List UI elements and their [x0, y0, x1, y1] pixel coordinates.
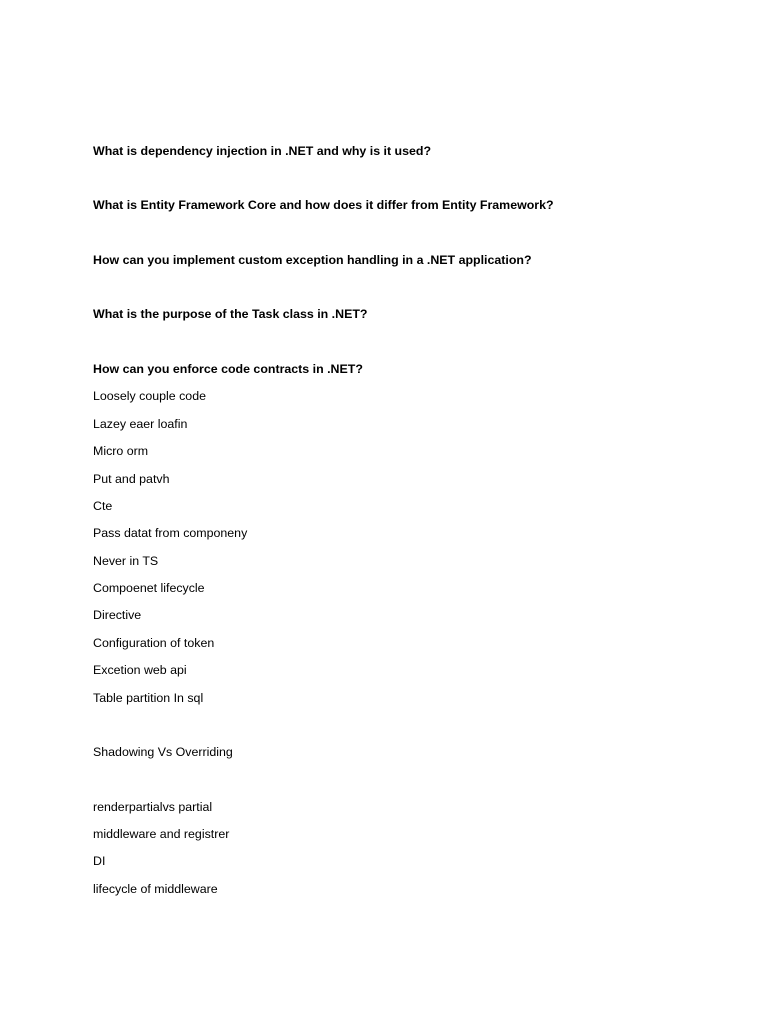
question-1: What is dependency injection in .NET and why is it used?: [93, 144, 432, 158]
note-line: Cte: [93, 499, 113, 513]
final-note-line: middleware and registrer: [93, 827, 230, 841]
note-line: Never in TS: [93, 554, 159, 568]
note-line: Put and patvh: [93, 472, 170, 486]
shadowing-note: Shadowing Vs Overriding: [93, 745, 233, 759]
note-line: Configuration of token: [93, 636, 215, 650]
note-line: Compoenet lifecycle: [93, 581, 205, 595]
question-5: How can you enforce code contracts in .NET?: [93, 362, 363, 376]
note-line: Micro orm: [93, 444, 149, 458]
note-line: Pass datat from componeny: [93, 526, 248, 540]
question-4: What is the purpose of the Task class in .NET?: [93, 307, 368, 321]
question-2: What is Entity Framework Core and how does it differ from Entity Framework?: [93, 198, 554, 212]
note-line: Excetion web api: [93, 663, 187, 677]
note-line: Loosely couple code: [93, 389, 206, 403]
question-3: How can you implement custom exception handling in a .NET application?: [93, 253, 532, 267]
final-note-line: renderpartialvs partial: [93, 800, 213, 814]
note-line: Table partition In sql: [93, 691, 204, 705]
final-note-line: DI: [93, 854, 106, 868]
note-line: Directive: [93, 608, 142, 622]
final-note-line: lifecycle of middleware: [93, 882, 218, 896]
note-line: Lazey eaer loafin: [93, 417, 188, 431]
